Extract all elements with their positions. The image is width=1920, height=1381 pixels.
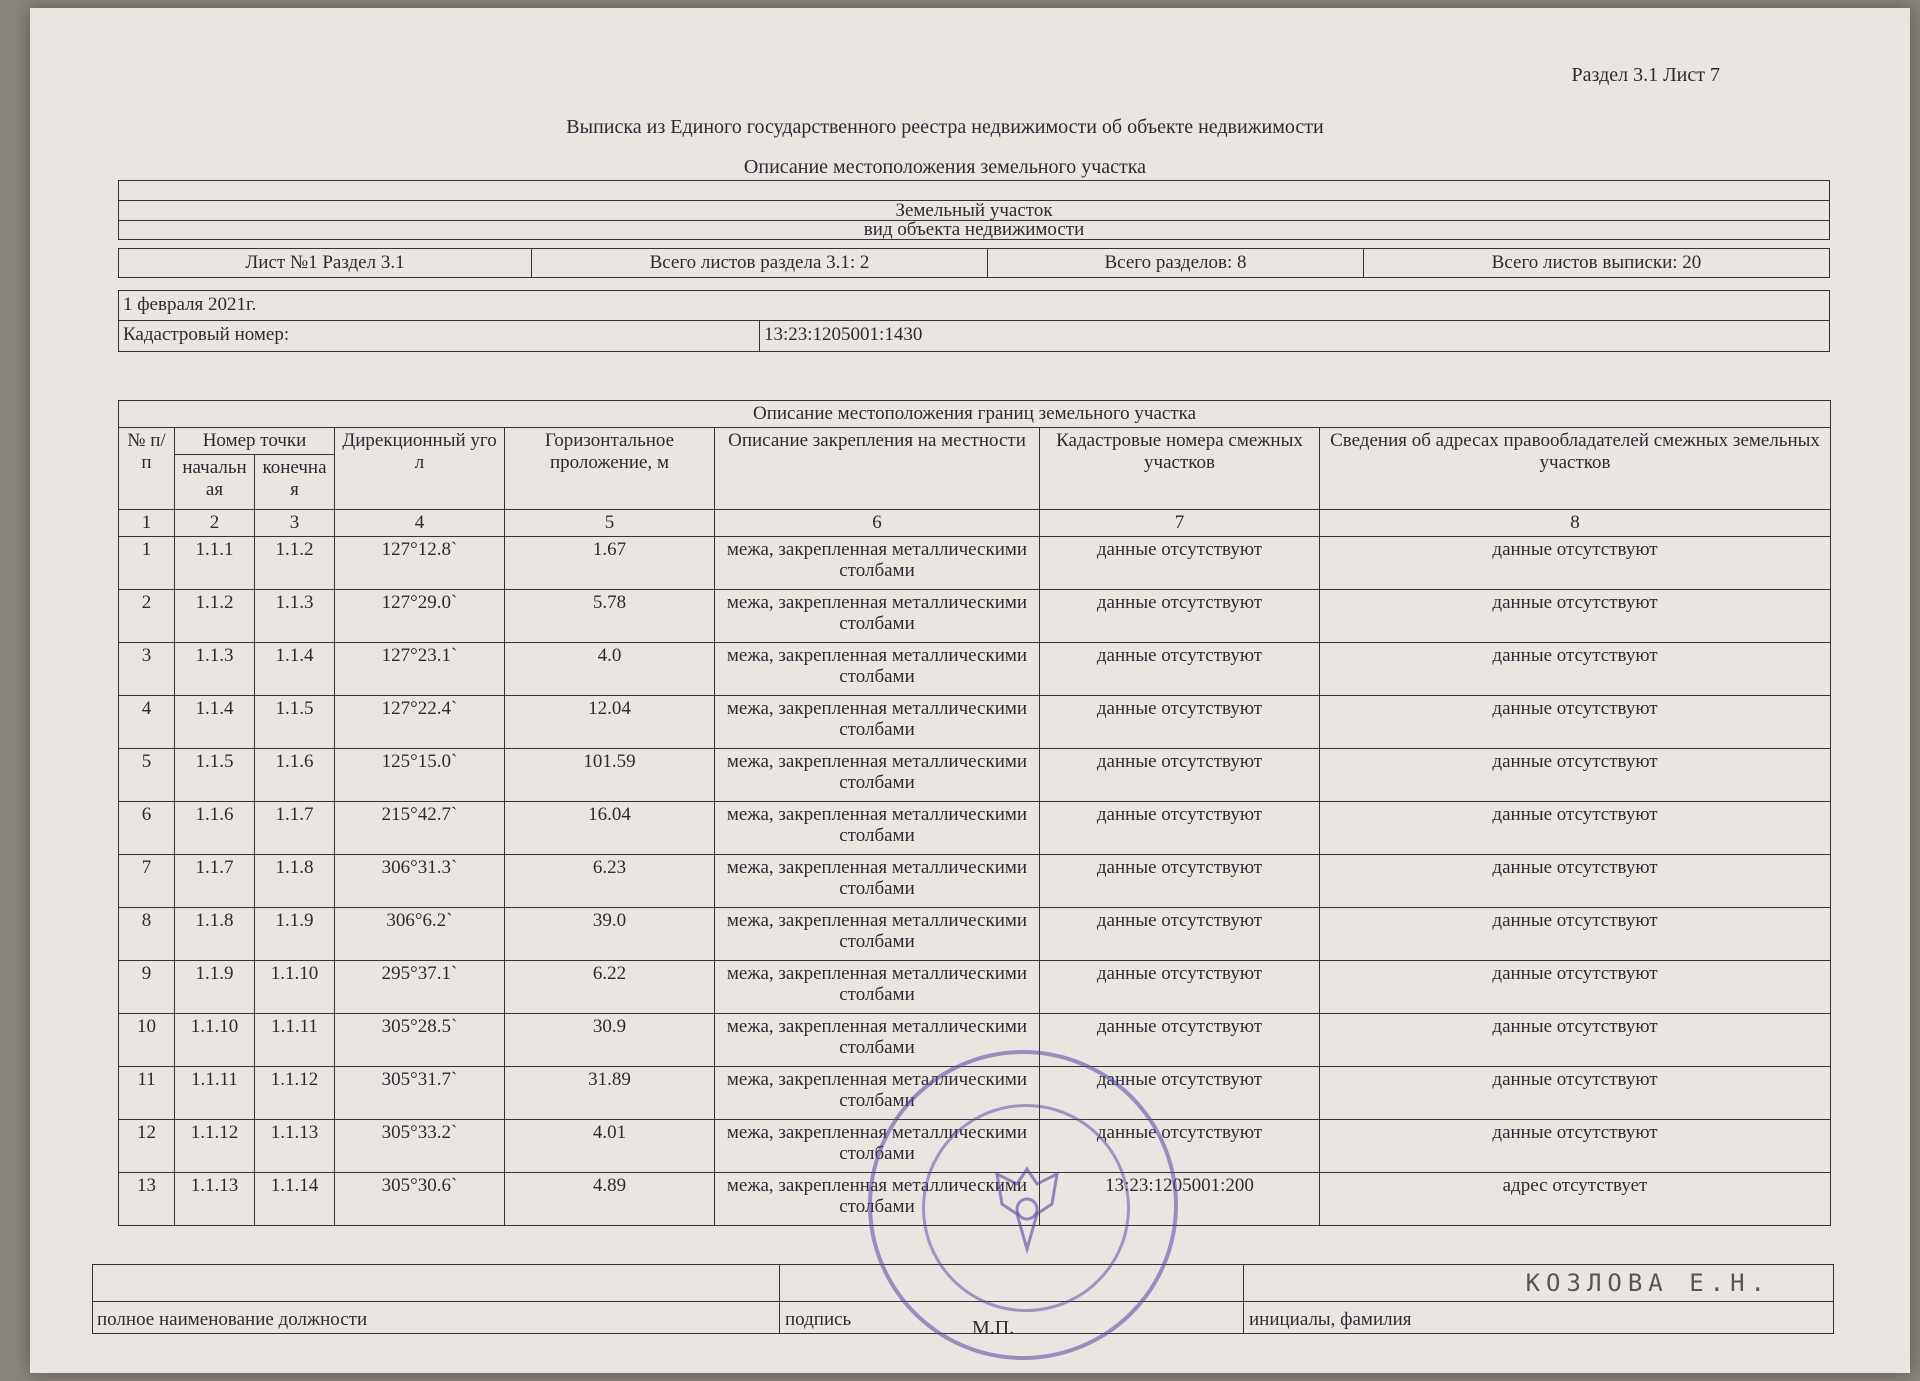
horizontal-distance: 5.78 [505,589,715,642]
horizontal-distance: 6.23 [505,854,715,907]
end-point: 1.1.6 [255,748,335,801]
horizontal-distance: 4.01 [505,1119,715,1172]
object-type-box [118,180,1830,240]
horizontal-distance: 4.89 [505,1172,715,1225]
direction-angle: 127°29.0` [335,589,505,642]
owner-address-info: данные отсутствуют [1320,748,1831,801]
table-row [119,907,1831,960]
column-number: 5 [505,509,715,536]
name-label: инициалы, фамилия [1249,1309,1412,1330]
direction-angle: 125°15.0` [335,748,505,801]
fixing-description: межа, закрепленная металлическими столбами [715,1119,1040,1172]
row-number: 1 [119,536,175,589]
header-num: № п/п [119,427,175,509]
direction-angle: 306°6.2` [335,907,505,960]
column-number: 3 [255,509,335,536]
seal-label: М.П. [972,1317,1015,1339]
column-number: 4 [335,509,505,536]
horizontal-distance: 6.22 [505,960,715,1013]
row-number: 11 [119,1066,175,1119]
column-number: 1 [119,509,175,536]
start-point: 1.1.3 [175,642,255,695]
direction-angle: 295°37.1` [335,960,505,1013]
end-point: 1.1.9 [255,907,335,960]
table-row [119,801,1831,854]
adjacent-cadastral-numbers: данные отсутствуют [1040,1066,1320,1119]
direction-angle: 305°31.7` [335,1066,505,1119]
direction-angle: 127°23.1` [335,642,505,695]
owner-address-info: данные отсутствуют [1320,1119,1831,1172]
document-title: Выписка из Единого государственного реестра недвижимости об объекте недвижимости [566,116,1324,138]
fixing-description: межа, закрепленная металлическими столбами [715,1013,1040,1066]
owner-address-info: данные отсутствуют [1320,536,1831,589]
start-point: 1.1.12 [175,1119,255,1172]
fixing-description: межа, закрепленная металлическими столбами [715,801,1040,854]
object-type: Земельный участок [119,201,1829,221]
row-number: 4 [119,695,175,748]
end-point: 1.1.2 [255,536,335,589]
object-type-label: вид объекта недвижимости [863,219,1085,240]
end-point: 1.1.11 [255,1013,335,1066]
position-label: полное наименование должности [97,1309,368,1330]
end-point: 1.1.8 [255,854,335,907]
start-point: 1.1.10 [175,1013,255,1066]
table-row [119,589,1831,642]
end-point: 1.1.13 [255,1119,335,1172]
table-row [119,748,1831,801]
table-row [119,536,1831,589]
horizontal-distance: 30.9 [505,1013,715,1066]
fixing-description: межа, закрепленная металлическими столбами [715,1172,1040,1225]
header-distance: Горизонтальное проложение, м [505,427,715,509]
eagle-emblem-icon [977,1154,1077,1264]
fixing-description: межа, закрепленная металлическими столбами [715,960,1040,1013]
row-number: 3 [119,642,175,695]
adjacent-cadastral-numbers: данные отсутствуют [1040,801,1320,854]
horizontal-distance: 16.04 [505,801,715,854]
fixing-description: межа, закрепленная металлическими столбами [715,748,1040,801]
adjacent-cadastral-numbers: данные отсутствуют [1040,748,1320,801]
column-number: 2 [175,509,255,536]
owner-address-info: данные отсутствуют [1320,854,1831,907]
owner-address-info: данные отсутствуют [1320,1066,1831,1119]
adjacent-cadastral-numbers: данные отсутствуют [1040,536,1320,589]
row-number: 8 [119,907,175,960]
direction-angle: 127°12.8` [335,536,505,589]
direction-angle: 215°42.7` [335,801,505,854]
end-point: 1.1.10 [255,960,335,1013]
official-name: КОЗЛОВА Е.Н. [1525,1269,1771,1297]
horizontal-distance: 31.89 [505,1066,715,1119]
cadastral-number: 13:23:1205001:1430 [759,321,922,351]
start-point: 1.1.9 [175,960,255,1013]
row-number: 12 [119,1119,175,1172]
start-point: 1.1.6 [175,801,255,854]
header-point: Номер точки [175,427,335,454]
header-owners: Сведения об адресах правообладателей смежных земельных участков [1320,427,1831,509]
horizontal-distance: 39.0 [505,907,715,960]
horizontal-distance: 1.67 [505,536,715,589]
row-number: 9 [119,960,175,1013]
direction-angle: 305°28.5` [335,1013,505,1066]
fixing-description: межа, закрепленная металлическими столбами [715,589,1040,642]
direction-angle: 306°31.3` [335,854,505,907]
column-numbers-row [119,509,1831,536]
end-point: 1.1.5 [255,695,335,748]
sheet-info-box [118,248,1830,278]
start-point: 1.1.1 [175,536,255,589]
fixing-description: межа, закрепленная металлическими столбами [715,1066,1040,1119]
end-point: 1.1.14 [255,1172,335,1225]
adjacent-cadastral-numbers: данные отсутствуют [1040,907,1320,960]
total-sections: Всего разделов: 8 [988,249,1364,277]
direction-angle: 305°33.2` [335,1119,505,1172]
cadastral-box [118,290,1830,352]
horizontal-distance: 101.59 [505,748,715,801]
row-number: 7 [119,854,175,907]
header-end: конечная [255,454,335,509]
owner-address-info: данные отсутствуют [1320,960,1831,1013]
end-point: 1.1.4 [255,642,335,695]
adjacent-cadastral-numbers: 13:23:1205001:200 [1040,1172,1320,1225]
owner-address-info: данные отсутствуют [1320,801,1831,854]
cadastral-label: Кадастровый номер: [123,324,290,345]
row-number: 10 [119,1013,175,1066]
adjacent-cadastral-numbers: данные отсутствуют [1040,854,1320,907]
adjacent-cadastral-numbers: данные отсутствуют [1040,642,1320,695]
official-seal-stamp [868,1050,1178,1360]
horizontal-distance: 4.0 [505,642,715,695]
owner-address-info: адрес отсутствует [1320,1172,1831,1225]
column-number: 8 [1320,509,1831,536]
owner-address-info: данные отсутствуют [1320,695,1831,748]
horizontal-distance: 12.04 [505,695,715,748]
extract-date: 1 февраля 2021г. [119,291,1829,321]
start-point: 1.1.13 [175,1172,255,1225]
direction-angle: 127°22.4` [335,695,505,748]
end-point: 1.1.3 [255,589,335,642]
row-number: 6 [119,801,175,854]
table-row [119,695,1831,748]
header-angle: Дирекционный угол [335,427,505,509]
sheet-number: Лист №1 Раздел 3.1 [119,249,532,277]
start-point: 1.1.4 [175,695,255,748]
end-point: 1.1.7 [255,801,335,854]
start-point: 1.1.7 [175,854,255,907]
adjacent-cadastral-numbers: данные отсутствуют [1040,1013,1320,1066]
adjacent-cadastral-numbers: данные отсутствуют [1040,695,1320,748]
document-subtitle: Описание местоположения земельного участка [743,156,1147,178]
total-extract-sheets: Всего листов выписки: 20 [1491,252,1702,273]
fixing-description: межа, закрепленная металлическими столбами [715,854,1040,907]
table-row [119,960,1831,1013]
end-point: 1.1.12 [255,1066,335,1119]
header-fixing: Описание закрепления на местности [715,427,1040,509]
adjacent-cadastral-numbers: данные отсутствуют [1040,589,1320,642]
owner-address-info: данные отсутствуют [1320,589,1831,642]
total-section-sheets: Всего листов раздела 3.1: 2 [532,249,988,277]
fixing-description: межа, закрепленная металлическими столбами [715,536,1040,589]
owner-address-info: данные отсутствуют [1320,1013,1831,1066]
row-number: 13 [119,1172,175,1225]
owner-address-info: данные отсутствуют [1320,907,1831,960]
adjacent-cadastral-numbers: данные отсутствуют [1040,960,1320,1013]
header-cad-numbers: Кадастровые номера смежных участков [1040,427,1320,509]
row-number: 2 [119,589,175,642]
signature-label: подпись [785,1309,852,1330]
fixing-description: межа, закрепленная металлическими столбами [715,907,1040,960]
owner-address-info: данные отсутствуют [1320,642,1831,695]
table-title: Описание местоположения границ земельного участка [119,401,1831,428]
direction-angle: 305°30.6` [335,1172,505,1225]
column-number: 6 [715,509,1040,536]
start-point: 1.1.2 [175,589,255,642]
table-row [119,642,1831,695]
fixing-description: межа, закрепленная металлическими столбами [715,695,1040,748]
section-reference: Раздел 3.1 Лист 7 [1571,64,1720,86]
adjacent-cadastral-numbers: данные отсутствуют [1040,1119,1320,1172]
start-point: 1.1.8 [175,907,255,960]
fixing-description: межа, закрепленная металлическими столбами [715,642,1040,695]
header-start: начальная [175,454,255,509]
table-row [119,854,1831,907]
row-number: 5 [119,748,175,801]
column-number: 7 [1040,509,1320,536]
start-point: 1.1.5 [175,748,255,801]
start-point: 1.1.11 [175,1066,255,1119]
